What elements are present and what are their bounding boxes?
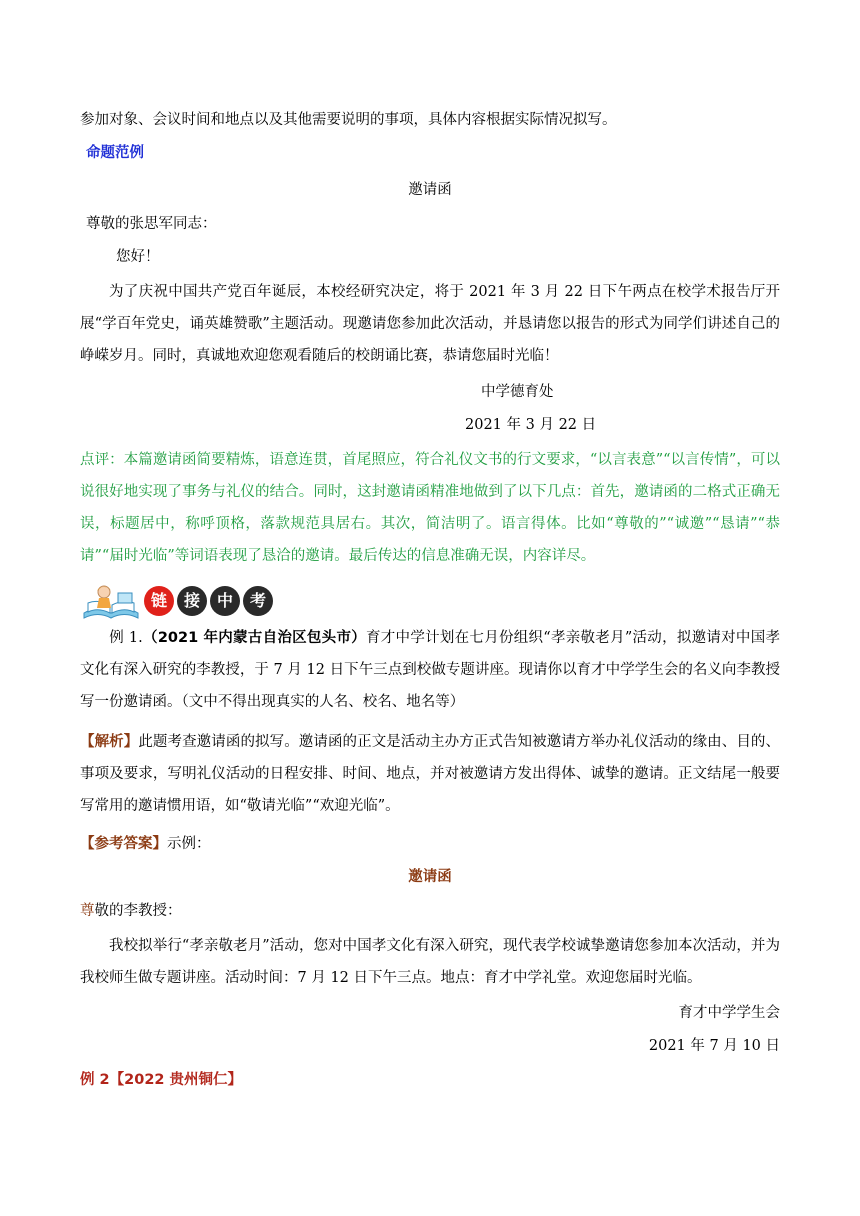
answer-letter-title: 邀请函 <box>408 869 452 885</box>
example2-heading: 例 2【2022 贵州铜仁】 <box>80 1072 243 1088</box>
analysis-label: 【解析】 <box>80 734 139 750</box>
section-title: 命题范例 <box>86 145 144 161</box>
comment-paragraph: 点评：本篇邀请函简要精炼，语意连贯，首尾照应，符合礼仪文书的行文要求，“以言表意”“以言传情”，可以说很好地实现了事务与礼仪的结合。同时，这封邀请函精准地做到了以下几点：首先，邀请函的二格式正确无误，标题居中，称呼顶格，落款规范具居右。其次，简洁明了。语言得体。比如“尊敬的”“诚邀”“恳请”“恭请”“届时光临”等词语表现了恳洽的邀请。最后传达的信息准确无误，内容详尽。 <box>80 452 780 564</box>
answer-salutation <box>80 901 182 921</box>
sample-body: 为了庆祝中国共产党百年诞辰，本校经研究决定，将于 2021 年 3 月 22 日下午两点在校学术报告厅开展“学百年党史，诵英雄赞歌”主题活动。现邀请您参加此次活动，并恳请您以报告的形式为同学们讲述自己的峥嵘岁月。同时，真诚地欢迎您观看随后的校朗诵比赛，恭请您届时光临！ <box>80 284 780 364</box>
banner-char-1: 链 <box>144 586 174 616</box>
banner-char-2: 接 <box>177 586 207 616</box>
intro-tail-text: 参加对象、会议时间和地点以及其他需要说明的事项，具体内容根据实际情况拟写。 <box>80 112 617 128</box>
sample-signature: 中学德育处 <box>481 384 554 400</box>
example1-question <box>80 622 780 718</box>
sample-salutation: 尊敬的张思军同志： <box>86 216 217 232</box>
sample-greeting: 您好！ <box>116 249 160 265</box>
sample-date: 2021 年 3 月 22 日 <box>465 417 597 433</box>
answer-body: 我校拟举行“孝亲敬老月”活动，您对中国孝文化有深入研究，现代表学校诚挚邀请您参加本次活动，并为我校师生做专题讲座。活动时间：7 月 12 日下午三点。地点：育才中学礼堂。欢迎您届时光临。 <box>80 938 780 986</box>
answer-salutation-first: 尊 <box>80 903 95 919</box>
banner-char-3: 中 <box>210 586 240 616</box>
answer-signature: 育才中学学生会 <box>678 1005 780 1021</box>
example1-analysis <box>80 726 780 822</box>
answer-salutation-rest: 敬的李教授： <box>94 903 182 919</box>
example1-question-text: 育才中学计划在七月份组织“孝亲敬老月”活动，拟邀请对中国孝文化有深入研究的李教授，于 7 月 12 日下午三点到校做专题讲座。现请你以育才中学学生会的名义向李教授写一份邀请函。（文中不得出现真实的人名、校名、地名等） <box>80 630 780 710</box>
example1-source: （2021 年内蒙古自治区包头市） <box>142 630 366 646</box>
analysis-text: 此题考查邀请函的拟写。邀请函的正文是活动主办方正式告知被邀请方举办礼仪活动的缘由、目的、事项及要求，写明礼仪活动的日程安排、时间、地点，并对被邀请方发出得体、诚挚的邀请。正文结尾一般要写常用的邀请惯用语，如“敬请光临”“欢迎光临”。 <box>80 734 780 814</box>
sample-letter-title: 邀请函 <box>408 182 452 198</box>
banner-char-4: 考 <box>243 586 273 616</box>
example1-prefix: 例 1. <box>109 630 143 646</box>
section-banner <box>80 583 280 621</box>
answer-date: 2021 年 7 月 10 日 <box>648 1038 780 1054</box>
answer-line <box>80 834 211 854</box>
reading-girl-icon <box>80 583 142 621</box>
answer-label: 【参考答案】 <box>80 836 167 852</box>
answer-intro: 示例： <box>167 836 211 852</box>
